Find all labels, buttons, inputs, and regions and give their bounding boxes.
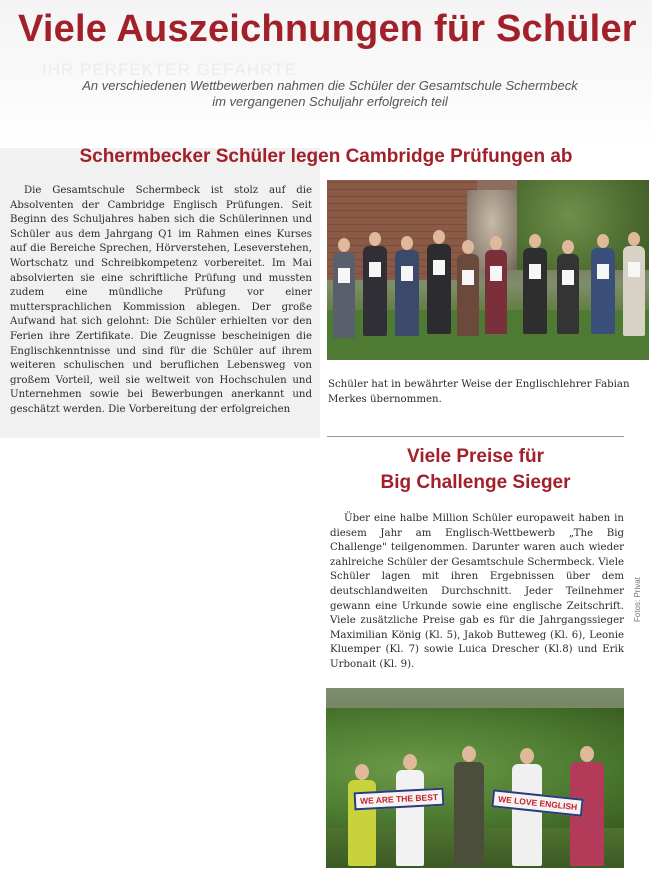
big-challenge-heading-line-1: Viele Preise für — [407, 446, 544, 467]
big-challenge-group-photo — [326, 688, 624, 868]
we-are-the-best-banner: WE ARE THE BEST — [354, 788, 445, 811]
photo-student — [523, 248, 547, 334]
big-challenge-heading-line-2: Big Challenge Sieger — [380, 472, 571, 493]
cambridge-group-photo — [327, 180, 649, 360]
background-ghost-text: IHR PERFEKTER GEFÄHRTE — [42, 60, 297, 79]
photo-student — [395, 250, 419, 336]
photo-student — [557, 254, 579, 334]
section-divider — [327, 436, 624, 437]
cambridge-article-continuation: Schüler hat in bewährter Weise der Englischlehrer Fabian Merkes übernommen. — [328, 379, 630, 405]
photo-student — [454, 762, 484, 866]
big-challenge-article-body: Über eine halbe Million Schüler europaweit haben in diesem Jahr am Englisch-Wettbewerb „The Big Challenge" teilgenommen. Darunter waren auch wieder zahlreiche Schüler der Gesamtschule Schermbeck. Viele Schüler lagen mit ihren Ergebnissen über dem deutschlandweiten Durchschnitt. Jeder Teilnehmer gewann eine Urkunde sowie eine englische Zeitschrift. Viele zusätzliche Preise gab es für die Jahrgangssieger Maximilian König (Kl. 5), Jakob Butteweg (Kl. 6), Leonie Kluemper (Kl. 7) sowie Luica Drescher (Kl.8) und Erik Urbonait (Kl. 9). — [330, 513, 624, 670]
photo-student — [512, 764, 542, 866]
photo-student — [457, 254, 479, 336]
big-challenge-heading — [327, 444, 624, 496]
photo-student — [623, 246, 645, 336]
photo-student — [396, 770, 424, 866]
subtitle-line-1: An verschiedenen Wettbewerben nahmen die Schüler der Gesamtschule Schermbeck — [82, 78, 578, 93]
photo-student — [485, 250, 507, 334]
page-title: Viele Auszeichnungen für Schüler — [18, 8, 637, 50]
photo-credit-wrapper — [633, 577, 652, 631]
cambridge-heading: Schermbecker Schüler legen Cambridge Prüfungen ab — [79, 146, 573, 167]
photo-student — [591, 248, 615, 334]
photo-student — [333, 252, 355, 338]
photo-student — [363, 246, 387, 336]
cambridge-article-body: Die Gesamtschule Schermbeck ist stolz auf die Absolventen der Cambridge Englisch Prüfungen. Seit Beginn des Schuljahres haben sich die Schülerinnen und Schüler aus dem Jahrgang Q1 im Rahmen eines Kurses auf die Bereiche Sprechen, Hörverstehen, Leseverstehen, Wortschatz und Schreibkompetenz vorbereitet. Im Mai absolvierten sie eine schriftliche Prüfung und mussten zudem eine mündliche Prüfung vor einer muttersprachlichen Kommission ablegen. Der große Aufwand hat sich gelohnt: Die Schüler erhielten vor den Ferien ihre Zertifikate. Die Zeugnisse bescheinigen die Englischkenntnisse und sind für die Schüler auf ihrem weiteren schulischen und beruflichen Lebensweg von großem Vorteil, weil sie weltweit von Hochschulen und Unternehmen sowie bei Bewerbungen anerkannt und geschätzt werden. Die Vorbereitung der erfolgreichen — [10, 185, 312, 415]
photo-student — [427, 244, 451, 334]
subtitle-line-2: im vergangenen Schuljahr erfolgreich teil — [212, 94, 448, 109]
we-love-english-banner: WE LOVE ENGLISH — [491, 789, 584, 816]
photo-credit: Fotos: Privat — [633, 577, 642, 622]
page-subtitle — [40, 78, 620, 110]
